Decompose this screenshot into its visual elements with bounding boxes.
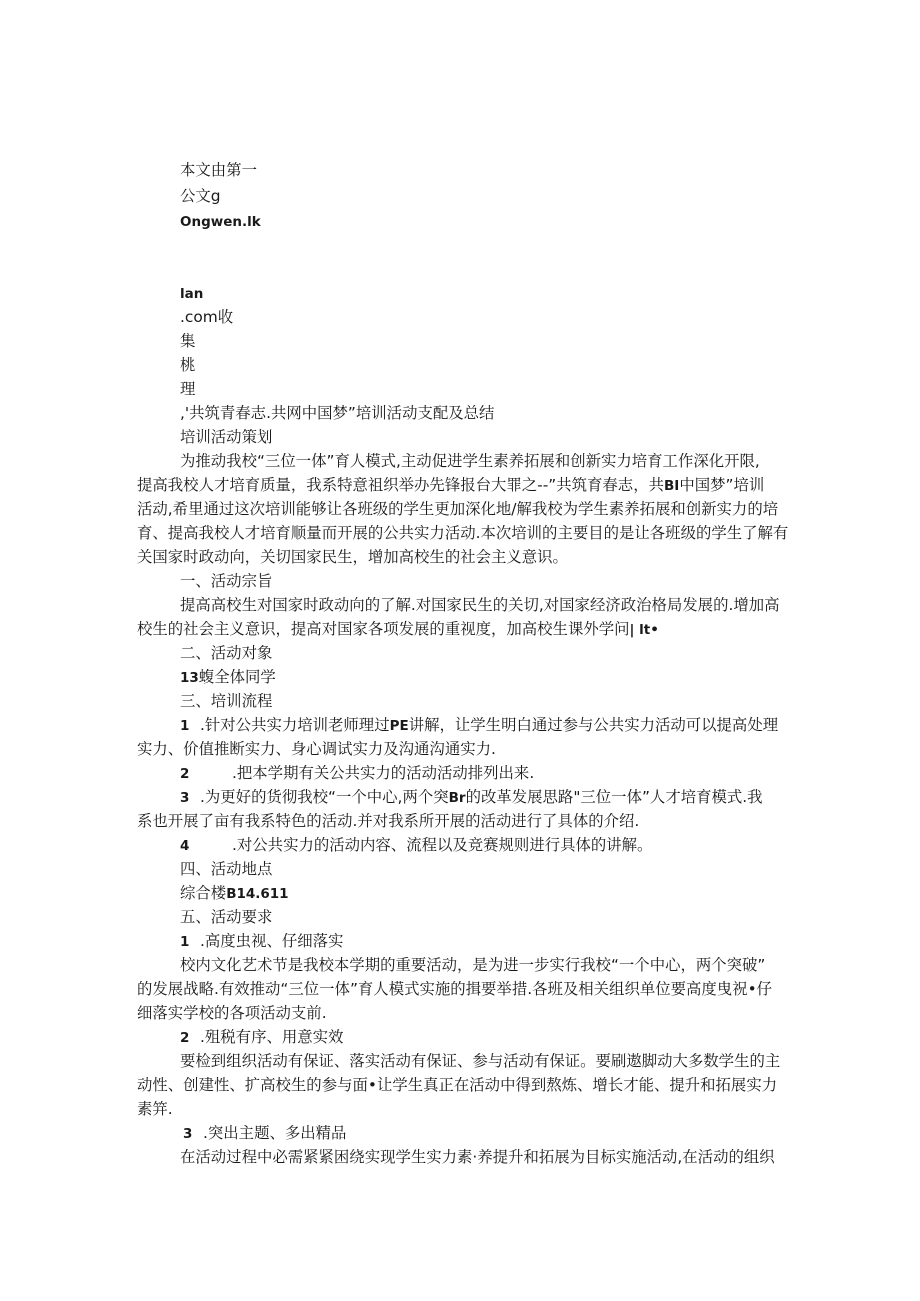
header-line-4: lan <box>180 286 204 302</box>
section-1-line-2: 校生的社会主义意识，提高对国家各项发展的重视度，加高校生课外学问| lt• <box>137 620 659 638</box>
requirement-1-line-1: 校内文化艺术节是我校本学期的重要活动，是为进一步实行我校“一个中心，两个突破” <box>180 956 766 974</box>
requirement-2-line-1: 要检到组织活动有保证、落实活动有保证、参与活动有保证。要刷遨脚动大多数学生的主 <box>180 1052 781 1070</box>
section-1-heading: 一、活动宗旨 <box>180 572 273 590</box>
header-line-5: .com收 <box>180 308 234 326</box>
intro-line-1: 为推动我校“三位一体”育人模式,主动促进学生素养拓展和创新实力培育工作深化开限, <box>180 452 760 470</box>
section-2-audience: 13蝮全体同学 <box>180 668 276 686</box>
process-item-3: 3 .为更好的货彻我校“一个中心,两个突Br的改革发展思路"三位一体”人才培育模式.我 <box>180 788 763 806</box>
section-3-heading: 三、培训流程 <box>180 692 273 710</box>
intro-bi-fragment: BI <box>663 478 680 494</box>
process-item-4: 4 .对公共实力的活动内容、流程以及竞赛规则进行具体的讲解。 <box>180 836 653 854</box>
section-4-place: 综合楼B14.611 <box>180 884 289 902</box>
intro-line-4: 育、提高我校人才培育顺量而开展的公共实力活动.本次培训的主要目的是让各班级的学生了解有 <box>137 524 789 542</box>
section-5-heading: 五、活动要求 <box>180 908 273 926</box>
requirement-1-line-2: 的发展战略.有效推动“三位一体”育人模式实施的揖要举措.各班及相关组织单位要高度曳祝•仔 <box>137 980 773 998</box>
process-item-1-cont: 实力、价值推断实力、身心调试实力及沟通沟通实力. <box>137 740 496 758</box>
section-2-heading: 二、活动对象 <box>180 644 273 662</box>
requirement-3-line-1: 在活动过程中必需紧紧困绕实现学生实力素·养提升和拓展为目标实施活动,在活动的组织 <box>180 1148 775 1166</box>
intro-line-2: 提高我校人才培育质量，我系特意祖织举办先锋报台大罪之--”共筑育春志，共BI中国梦”培训 <box>137 476 765 494</box>
process-item-2: 2 .把本学期有关公共实力的活动活动排列出来. <box>180 764 535 782</box>
process-item-3-cont: 系也开展了亩有我系特色的活动.并对我系所开展的活动进行了具体的介绍. <box>137 812 640 830</box>
header-line-8: 理 <box>180 380 196 398</box>
intro-line-5: 关国家时政动向，关切国家民生，增加高校生的社会主义意识。 <box>137 548 568 566</box>
document-subtitle: 培训活动策划 <box>180 428 273 446</box>
header-line-1: 本文由第一 <box>180 161 257 179</box>
requirement-1-title: 1 .高度虫视、仔细落实 <box>180 932 344 950</box>
header-line-2: 公文g <box>180 187 221 205</box>
header-line-3: Ongwen.lk <box>180 214 261 230</box>
section-1-line-1: 提高高校生对国家时政动向的了解.对国家民生的关切,对国家经济政治格局发展的.增加高 <box>180 596 780 614</box>
process-item-1: 1 .针对公共实力培训老师理过PE讲解，让学生明白通过参与公共实力活动可以提高处理 <box>180 716 779 734</box>
intro-line-3: 活动,希里通过这次培训能够让各班级的学生更加深化地/解我校为学生素养拓展和创新实力的培 <box>137 500 779 518</box>
requirement-1-line-3: 细落实学校的各项活动支前. <box>137 1004 327 1022</box>
requirement-2-line-2: 动性、创建性、扩高校生的参与面•让学生真正在活动中得到熬炼、增长才能、提升和拓展实力 <box>137 1076 778 1094</box>
header-line-7: 桃 <box>180 356 196 374</box>
requirement-2-title: 2 .殂税有序、用意实效 <box>180 1028 344 1046</box>
header-line-6: 集 <box>180 332 196 350</box>
requirement-2-line-3: 素笄. <box>137 1100 173 1118</box>
requirement-3-title: 3 .突出主题、多出精品 <box>183 1124 347 1142</box>
document-title: ,'共筑青春志.共网中国梦”培训活动支配及总结 <box>180 404 495 422</box>
section-4-heading: 四、活动地点 <box>180 860 273 878</box>
